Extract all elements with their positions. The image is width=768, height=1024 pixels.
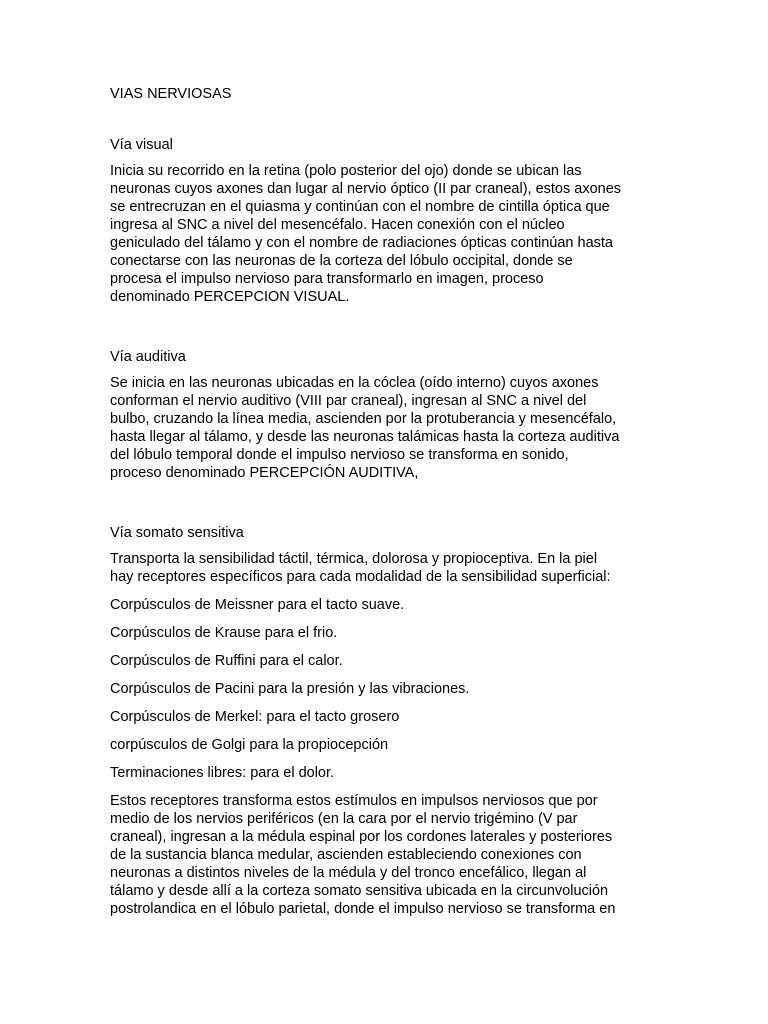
paragraph-somato-intro bbox=[110, 550, 668, 586]
text-line: hay receptores específicos para cada modalidad de la sensibilidad superficial: bbox=[110, 569, 611, 585]
text-line: neuronas cuyos axones dan lugar al nervio óptico (II par craneal), estos axones bbox=[110, 181, 622, 197]
text-line: Se inicia en las neuronas ubicadas en la cóclea (oído interno) cuyos axones bbox=[110, 375, 599, 391]
text-line: conforman el nervio auditivo (VIII par craneal), ingresan al SNC a nivel del bbox=[110, 393, 587, 409]
paragraph-via-auditiva bbox=[110, 374, 668, 482]
text-line: Estos receptores transforma estos estímulos en impulsos nerviosos que por bbox=[110, 793, 598, 809]
text-line: de la sustancia blanca medular, ascienden estableciendo conexiones con bbox=[110, 847, 582, 863]
list-item: Corpúsculos de Meissner para el tacto suave. bbox=[110, 597, 405, 613]
text-line: bulbo, cruzando la línea media, ascienden por la protuberancia y mesencéfalo, bbox=[110, 411, 617, 427]
list-item: Corpúsculos de Ruffini para el calor. bbox=[110, 653, 343, 669]
section-spacer bbox=[110, 316, 668, 348]
text-line: neuronas a distintos niveles de la médula y del tronco encefálico, llegan al bbox=[110, 865, 587, 881]
list-item: Corpúsculos de Pacini para la presión y las vibraciones. bbox=[110, 681, 470, 697]
section-heading-via-somato-sensitiva: Vía somato sensitiva bbox=[110, 525, 244, 541]
text-line: conectarse con las neuronas de la corteza del lóbulo occipital, donde se bbox=[110, 253, 573, 269]
text-line: geniculado del tálamo y con el nombre de radiaciones ópticas continúan hasta bbox=[110, 235, 613, 251]
list-item: Corpúsculos de Merkel: para el tacto grosero bbox=[110, 709, 400, 725]
text-line: denominado PERCEPCION VISUAL. bbox=[110, 289, 350, 305]
text-line: Inicia su recorrido en la retina (polo posterior del ojo) donde se ubican las bbox=[110, 163, 582, 179]
paragraph-via-visual bbox=[110, 162, 668, 306]
section-heading-via-auditiva: Vía auditiva bbox=[110, 349, 186, 365]
text-line: medio de los nervios periféricos (en la cara por el nervio trigémino (V par bbox=[110, 811, 578, 827]
section-heading-via-visual: Vía visual bbox=[110, 137, 173, 153]
list-item: corpúsculos de Golgi para la propiocepción bbox=[110, 737, 389, 753]
text-line: del lóbulo temporal donde el impulso nervioso se transforma en sonido, bbox=[110, 447, 569, 463]
list-item: Corpúsculos de Krause para el frio. bbox=[110, 625, 338, 641]
section-spacer bbox=[110, 492, 668, 524]
text-line: proceso denominado PERCEPCIÓN AUDITIVA, bbox=[110, 465, 419, 481]
paragraph-somato-closing bbox=[110, 792, 668, 918]
text-line: tálamo y desde allí a la corteza somato sensitiva ubicada en la circunvolución bbox=[110, 883, 609, 899]
text-line: postrolandica en el lóbulo parietal, donde el impulso nervioso se transforma en bbox=[110, 901, 616, 917]
document-title: VIAS NERVIOSAS bbox=[110, 86, 232, 102]
text-line: hasta llegar al tálamo, y desde las neuronas talámicas hasta la corteza auditiva bbox=[110, 429, 620, 445]
text-line: Transporta la sensibilidad táctil, térmica, dolorosa y propioceptiva. En la piel bbox=[110, 551, 598, 567]
text-line: ingresa al SNC a nivel del mesencéfalo. Hacen conexión con el núcleo bbox=[110, 217, 565, 233]
text-line: procesa el impulso nervioso para transformarlo en imagen, proceso bbox=[110, 271, 544, 287]
text-line: se entrecruzan en el quiasma y continúan con el nombre de cintilla óptica que bbox=[110, 199, 610, 215]
list-item: Terminaciones libres: para el dolor. bbox=[110, 765, 335, 781]
text-line: craneal), ingresan a la médula espinal por los cordones laterales y posteriores bbox=[110, 829, 613, 845]
